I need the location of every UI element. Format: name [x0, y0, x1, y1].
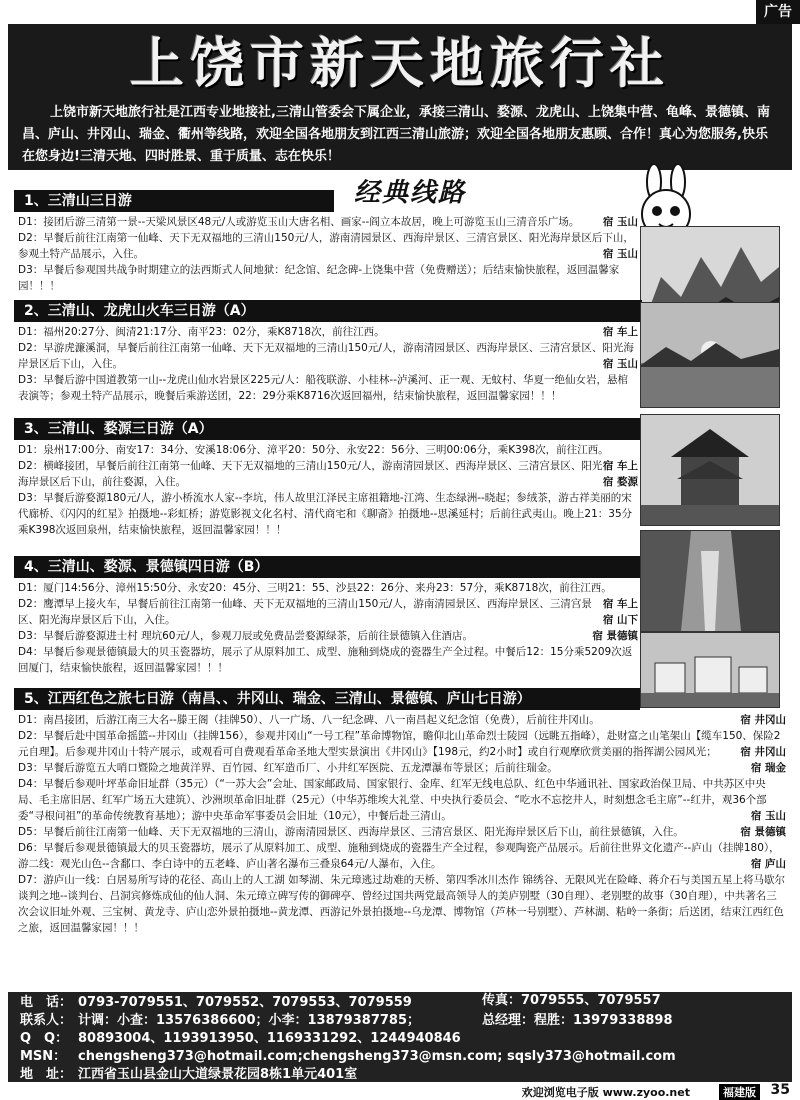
day-text: D1：厦门14:56分、漳州15:50分、永安20：45分、三明21：55、沙县22：26分、来舟23：57分，乘K8718次，前往江西。 — [18, 582, 612, 594]
day-item — [18, 580, 638, 610]
pavilion-photo — [640, 414, 780, 526]
route-1 — [14, 190, 642, 294]
route-title: 3、三清山、婺源三日游（A） — [14, 418, 642, 440]
route-2 — [14, 300, 642, 404]
day-item — [18, 712, 786, 728]
phone-label: 电 话： — [20, 995, 73, 1010]
stay-label: 宿 玉山 — [750, 810, 786, 822]
route-5 — [14, 688, 790, 936]
day-text: D3：早餐后参观国共战争时期建立的法西斯式人间地狱：纪念馆、纪念碑-上饶集中营（免费赠送）；后结束愉快旅程，返回温馨家园！！！ — [18, 264, 620, 292]
day-text: D2：鹰潭早上接火车，早餐后前往江南第一仙峰、天下无双福地的三清山150元/人，游南清园景区、西海岸景区、三清宫景区、阳光海岸景区后下山，入住。 — [18, 598, 592, 626]
day-text: D3：早餐后游中国道教第一山--龙虎山仙水岩景区225元/人：船筏联游、小桂林--泸溪河、正一观、无蚊村、华夏一绝仙女岩，悬棺表演等；参观土特产品展示，晚餐后乘游送团，22：29分乘K8716次返回福州，结束愉快旅程，返回温馨家园！！！ — [18, 374, 628, 402]
stay-label: 宿 井冈山 — [740, 746, 786, 758]
day-text: D5：早餐后前往江南第一仙峰、天下无双福地的三清山，游南清园景区、西海岸景区、三清宫景区、阳光海岸景区后下山，前往景德镇，入住。 — [18, 826, 684, 838]
route-title: 2、三清山、龙虎山火车三日游（A） — [14, 300, 642, 322]
ad-tag: 广告 — [756, 0, 800, 24]
stay-label: 宿 玉山 — [602, 248, 638, 260]
people-label: 联系人： — [20, 1013, 73, 1028]
day-text: D2：早餐后赴中国革命摇篮--井冈山（挂牌156），参观井冈山“一号工程”革命博物馆，瞻仰北山革命烈士陵园（远眺五指峰），赴财富之山笔架山【缆车150、保险2元自理】。后参观井冈山十特产展示，或观看可自费观看革命圣地大型实景演出《井冈山》【198元，约2小时】或自行观摩欣赏美丽的指挥湖公园风光； — [18, 730, 781, 758]
day-text: D1：福州20:27分、闽清21:17分、南平23：02分，乘K8718次，前往江西。 — [18, 326, 385, 338]
day-item — [18, 872, 786, 936]
day-item — [18, 644, 638, 676]
msn-value: chengsheng373@hotmail.com;chengsheng373@msn.com; sqsly373@hotmail.com — [78, 1049, 676, 1064]
qq-label: Q Q： — [20, 1031, 69, 1046]
stay-label: 宿 庐山 — [750, 858, 786, 870]
day-text: D3：早餐后游婺源进士村 理坑60元/人，参观刀辰或免费品尝婺源绿茶，后前往景德镇入住酒店。 — [18, 630, 473, 642]
day-item — [18, 230, 638, 262]
day-item — [18, 760, 786, 776]
lake-sunset-photo — [640, 302, 780, 408]
contact-footer — [8, 992, 792, 1082]
day-text: D4：早餐后参观景德镇最大的贝玉瓷器坊，展示了从原料加工、成型、施釉到烧成的瓷器生产全过程。中餐后12：15分乘5209次返回厦门，结束愉快旅程，返回温馨家园！！！ — [18, 646, 633, 674]
day-text: D4：早餐后参观叶坪革命旧址群（35元）（“一苏大会”会址、国家邮政局、国家银行、金库、红军无线电总队、红色中华通讯社、国家政治保卫局、中共苏区中央局、毛主席旧居、红军广场五大建筑）、沙洲坝革命旧址群（25元）（中华苏维埃大礼堂、中央执行委员会、“吃水不忘挖井人，时刻想念毛主席”--红井，观36个部委“寻根问祖”的革命传统教育基地）；游中央革命军事委员会旧址（10元），中餐后赴三清山。 — [18, 778, 767, 822]
address-value: 江西省玉山县金山大道绿景花园8栋1单元401室 — [78, 1067, 358, 1082]
day-item — [18, 490, 638, 538]
page-footer — [0, 1082, 800, 1100]
stay-label: 宿 车上 — [602, 598, 638, 610]
day-text: D2：横峰接团，早餐后前往江南第一仙峰、天下无双福地的三清山150元/人，游南清园景区、西海岸景区、三清宫景区、阳光海岸景区后下山，前往婺源，入住。 — [18, 460, 603, 488]
day-item — [18, 442, 638, 472]
msn-label: MSN： — [20, 1049, 67, 1064]
day-item — [18, 324, 638, 340]
stay-label: 宿 婺源 — [602, 476, 638, 488]
stay-label: 宿 玉山 — [602, 216, 638, 228]
canyon-photo — [640, 530, 780, 632]
qq-row — [8, 1030, 792, 1048]
day-text: D1：接团后游三清第一景--天梁风景区48元/人或游览玉山大唐名相、画家--阎立本故居，晚上可游览玉山三清音乐广场。 — [18, 216, 580, 228]
day-item — [18, 776, 786, 824]
website-link[interactable]: 欢迎浏览电子版 www.zyoo.net — [521, 1086, 690, 1099]
top-bar — [0, 0, 800, 24]
stay-label: 宿 车上 — [602, 326, 638, 338]
stay-label: 宿 景德镇 — [592, 630, 638, 642]
day-item — [18, 596, 638, 628]
day-item — [18, 824, 786, 840]
day-text: D3：早餐后游婺源180元/人，游小桥流水人家--李坑，伟人故里江泽民主席祖籍地-江湾、生态绿洲--晓起；参绒茶，游古祥美丽的宋代廊桥、《闪闪的红星》拍摄地--彩虹桥；游览影视文化名村、清代商宅和《聊斋》拍摄地--思溪延村；后前往武夷山。晚上21：35分乘K398次返回泉州，结束愉快旅程，返回温馨家园！！！ — [18, 492, 633, 536]
header-banner — [8, 24, 792, 170]
phone-value: 0793-7079551、7079552、7079553、7079559 — [78, 995, 412, 1010]
route-title: 1、三清山三日游 — [14, 190, 334, 212]
day-item — [18, 840, 786, 872]
day-text: D3：早餐后游览五大哨口暨险之地黄洋界、百竹园、红军造币厂、小井红军医院、五龙潭瀑布等景区；后前往瑞金。 — [18, 762, 558, 774]
stay-label: 宿 山下 — [602, 614, 638, 626]
day-item — [18, 262, 638, 294]
people-value: 计调：小查：13576386600；小李：13879387785； — [78, 1013, 420, 1028]
day-item — [18, 372, 638, 404]
stay-label: 宿 景德镇 — [740, 826, 786, 838]
intro-text: 上饶市新天地旅行社是江西专业地接社,三清山管委会下属企业，承接三清山、婺源、龙虎山、上饶集中营、龟峰、景德镇、南昌、庐山、井冈山、瑞金、衢州等线路，欢迎全国各地朋友到江西三清山旅游；欢迎全国各地朋友惠顾、合作！真心为您服务,快乐在您身边!三清天地、四时胜景、重于质量、志在快乐！ — [22, 105, 770, 164]
day-item — [18, 458, 638, 490]
fax-value: 7079555、7079557 — [521, 993, 661, 1008]
route-4 — [14, 556, 642, 676]
page-number: 35 — [770, 1082, 790, 1098]
qq-value: 80893004、1193913950、1169331292、1244940846 — [78, 1031, 461, 1046]
route-3 — [14, 418, 642, 538]
edition-badge: 福建版 — [719, 1084, 760, 1100]
route-title: 4、三清山、婺源、景德镇四日游（B） — [14, 556, 642, 578]
day-text: D6：早餐后参观景德镇最大的贝玉瓷器坊，展示了从原料加工、成型、施釉到烧成的瓷器生产全过程，参观陶瓷产品展示。后前往世界文化遗产--庐山（挂牌180），游二线：观光山色--含鄱口、李白诗中的五老峰、庐山著名瀑布三叠泉64元/人瀑布，入住。 — [18, 842, 780, 870]
gm-label: 总经理： — [482, 1013, 535, 1028]
msn-row — [8, 1048, 792, 1066]
day-item — [18, 728, 786, 760]
stay-label: 宿 车上 — [602, 460, 638, 472]
day-item — [18, 628, 638, 644]
stay-label: 宿 瑞金 — [750, 762, 786, 774]
phone-row — [8, 992, 792, 1012]
people-row — [8, 1012, 792, 1030]
page-title: 上饶市新天地旅行社 — [130, 31, 670, 95]
gm-value: 程胜：13979338898 — [534, 1013, 673, 1028]
day-text: D1：泉州17:00分、南安17：34分、安溪18:06分、漳平20：50分、永安22：56分、三明00:06分，乘K398次，前往江西。 — [18, 444, 609, 456]
day-text: D1：南昌接团，后游江南三大名--滕王阁（挂牌50）、八一广场、八一纪念碑、八一南昌起义纪念馆（免费），后前往井冈山。 — [18, 714, 600, 726]
day-item — [18, 214, 638, 230]
classic-routes-slogan: 经典线路 — [354, 178, 467, 208]
day-text: D7：游庐山一线：白居易所写诗的花径、高山上的人工湖 如琴湖、朱元璋逃过劫难的天桥、第四季冰川杰作 锦绣谷、无限风光在险峰、蒋介石与美国五星上将马歇尔谈判之地--谈判台、吕洞宾修炼成仙的仙人洞、朱元璋立碑写传的御碑亭、曾经过国共两党最高领导人的美庐别墅（30自理）、老别墅的故事（30自理），中共著名三次会议旧址外观、三宝树、黄龙寺、庐山恋外景拍摄地--黄龙潭、西游记外景拍摄地--乌龙潭、博物馆（芦林一号别墅）、芦林湖、粘岭一条街；后送团，结束江西红色之旅，返回温馨家园！！！ — [18, 874, 785, 934]
day-item — [18, 340, 638, 372]
fax-label: 传真： — [482, 993, 522, 1008]
stay-label: 宿 玉山 — [602, 358, 638, 370]
day-text: D2：早餐后前往江南第一仙峰、天下无双福地的三清山150元/人，游南清园景区、西海岸景区、三清宫景区、阳光海岸景区后下山，参观土特产品展示，入住。 — [18, 232, 634, 260]
route-title: 5、江西红色之旅七日游（南昌、、井冈山、瑞金、三清山、景德镇、庐山七日游） — [14, 688, 640, 710]
day-text: D2：早游虎濂溪洞，早餐后前往江南第一仙峰、天下无双福地的三清山150元/人，游南清园景区、西海岸景区、三清宫景区、阳光海岸景区后下山，入住。 — [18, 342, 634, 370]
stay-label: 宿 井冈山 — [740, 714, 786, 726]
address-label: 地 址： — [20, 1067, 73, 1082]
